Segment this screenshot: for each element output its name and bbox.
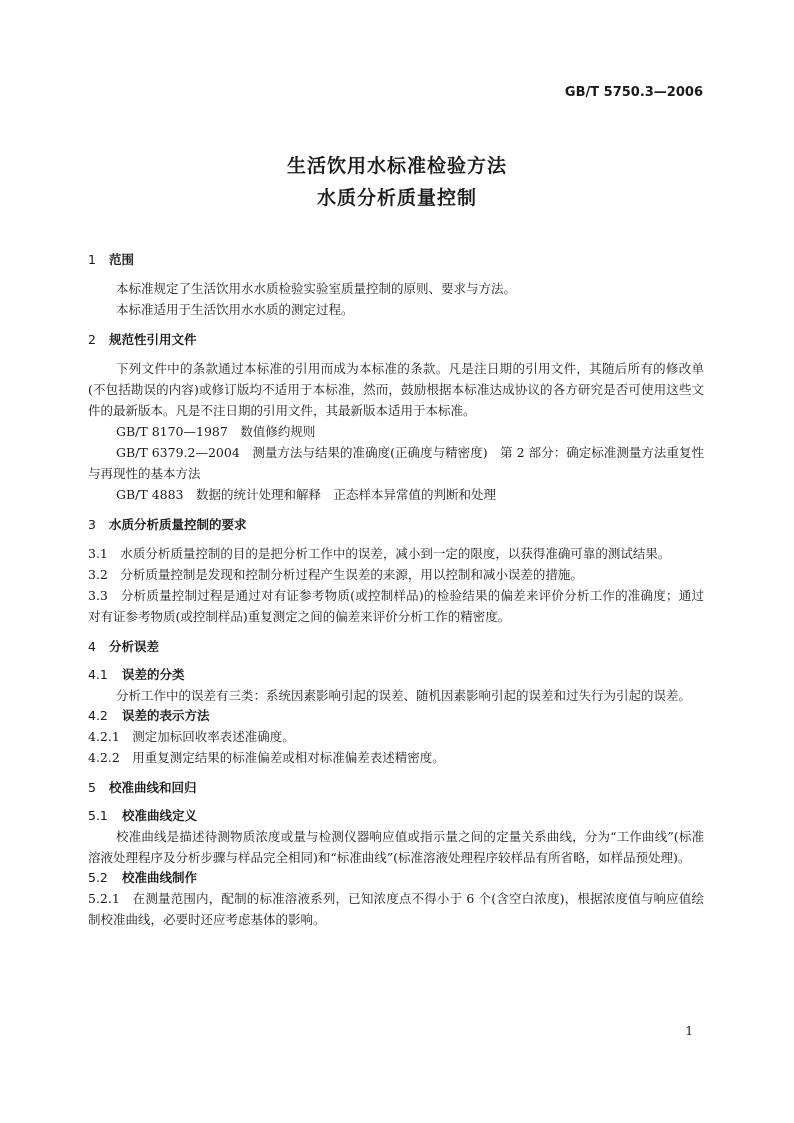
clause: 4.2.2 用重复测定结果的标准偏差或相对标准偏差表述精密度。 [88, 750, 445, 765]
subsection-number: 4.1 [88, 667, 108, 682]
section-number: 2 [88, 332, 96, 347]
page-number: 1 [685, 1024, 693, 1038]
clause: 4.2.1 测定加标回收率表述准确度。 [88, 729, 295, 744]
subsection-heading [88, 706, 704, 726]
paragraph: 下列文件中的条款通过本标准的引用而成为本标准的条款。凡是注日期的引用文件，其随后所有的修改单(不包括勘误的内容)或修订版均不适用于本标准，然而，鼓励根据本标准达成协议的各方研究是否可使用这些文件的最新版本。凡是不注日期的引用文件，其最新版本适用于本标准。 [88, 361, 704, 418]
section-heading-3 [88, 515, 704, 535]
paragraph: 本标准规定了生活饮用水水质检验实验室质量控制的原则、要求与方法。 [116, 281, 517, 296]
clause: 3.1 水质分析质量控制的目的是把分析工作中的误差，减小到一定的限度，以获得准确可靠的测试结果。 [88, 546, 671, 561]
paragraph: 校准曲线是描述待测物质浓度或量与检测仪器响应值或指示量之间的定量关系曲线，分为“工作曲线”(标准溶液处理程序及分析步骤与样品完全相同)和“标准曲线”(标准溶液处理程序较样品有所省略，如样品预处理)。 [88, 829, 704, 865]
clause: 5.2.1 在测量范围内，配制的标准溶液系列，已知浓度点不得小于 6 个(含空白浓度)，根据浓度值与响应值绘制校准曲线，必要时还应考虑基体的影响。 [88, 891, 704, 927]
clause: 3.2 分析质量控制是发现和控制分析过程产生误差的来源，用以控制和减小误差的措施。 [88, 567, 583, 582]
reference-item: GB/T 4883 数据的统计处理和解释 正态样本异常值的判断和处理 [116, 487, 497, 502]
subsection-title: 校准曲线定义 [122, 808, 198, 823]
paragraph: 本标准适用于生活饮用水水质的测定过程。 [116, 302, 354, 317]
section-title: 规范性引用文件 [109, 332, 197, 347]
standard-number: GB/T 5750.3—2006 [564, 85, 703, 100]
document-title: 生活饮用水标准检验方法 [286, 155, 507, 177]
subsection-heading [88, 806, 704, 826]
section-title: 水质分析质量控制的要求 [109, 517, 247, 532]
subsection-title: 校准曲线制作 [122, 870, 198, 885]
section-number: 5 [88, 780, 96, 795]
section-heading-5 [88, 778, 704, 798]
reference-item: GB/T 8170—1987 数值修约规则 [116, 424, 316, 439]
section-heading-4 [88, 637, 704, 657]
clause: 3.3 分析质量控制过程是通过对有证参考物质(或控制样品)的检验结果的偏差来评价分析工作的准确度；通过对有证参考物质(或控制样品)重复测定之间的偏差来评价分析工作的精密度。 [88, 588, 704, 624]
document-subtitle: 水质分析质量控制 [316, 187, 477, 209]
paragraph: 分析工作中的误差有三类：系统因素影响引起的误差、随机因素影响引起的误差和过失行为引起的误差。 [116, 688, 692, 703]
subsection-heading [88, 665, 704, 685]
section-heading-1 [88, 250, 704, 270]
section-heading-2 [88, 330, 704, 350]
subsection-heading [88, 868, 704, 888]
subsection-number: 5.2 [88, 870, 108, 885]
document-body [88, 250, 704, 930]
subsection-title: 误差的表示方法 [122, 708, 210, 723]
section-title: 分析误差 [109, 639, 160, 654]
subsection-number: 4.2 [88, 708, 108, 723]
section-title: 校准曲线和回归 [109, 780, 197, 795]
reference-item: GB/T 6379.2—2004 测量方法与结果的准确度(正确度与精密度) 第 2 部分：确定标准测量方法重复性与再现性的基本方法 [88, 445, 704, 481]
section-number: 3 [88, 517, 96, 532]
section-title: 范围 [109, 252, 135, 267]
section-number: 4 [88, 639, 96, 654]
section-number: 1 [88, 252, 96, 267]
subsection-title: 误差的分类 [122, 667, 185, 682]
subsection-number: 5.1 [88, 808, 108, 823]
